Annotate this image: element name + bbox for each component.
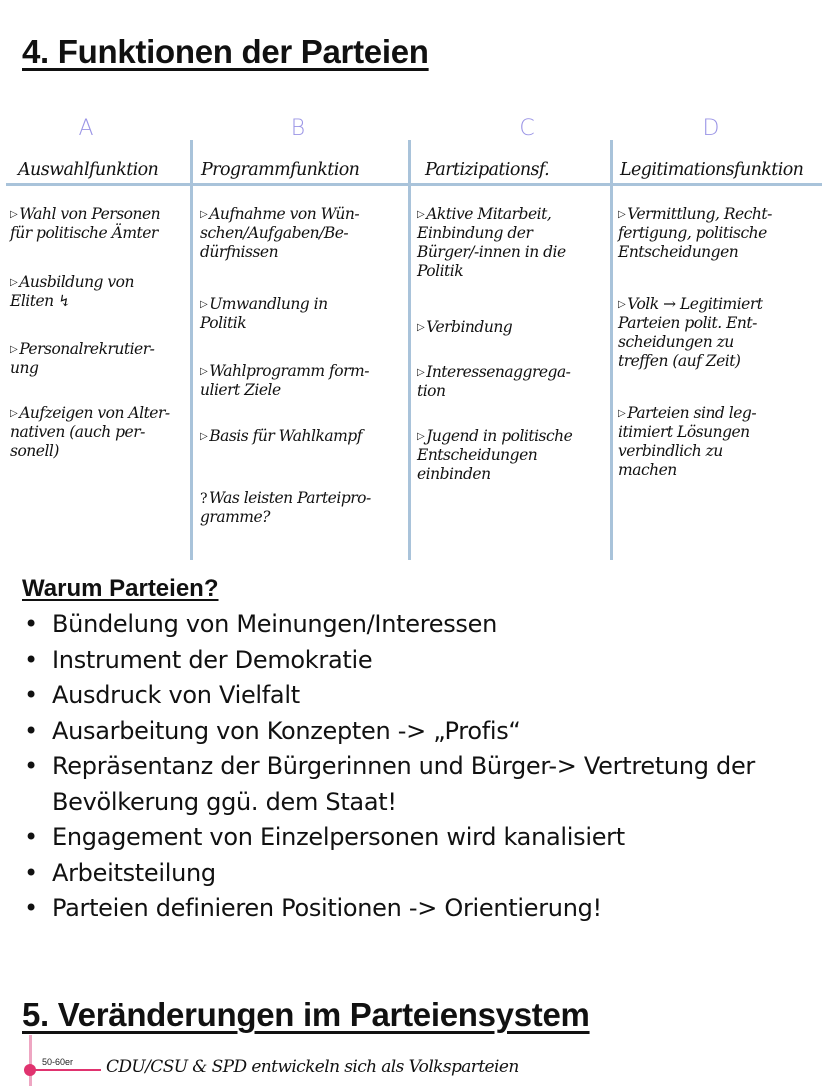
column-heading-programmfunktion: Programmfunktion (201, 160, 360, 180)
question-mark-icon: ? (200, 491, 208, 507)
why-parties-list (22, 607, 822, 927)
triangle-bullet-icon: ▷ (10, 408, 18, 419)
triangle-bullet-icon: ▷ (10, 277, 18, 288)
triangle-bullet-icon: ▷ (618, 408, 626, 419)
list-item: Wahlprogramm form- uliert Ziele (200, 362, 369, 399)
list-item: Vermittlung, Recht- fertigung, politische Entscheidungen (618, 205, 772, 261)
column-heading-partizipationsfunktion: Partizipationsf. (425, 160, 550, 180)
list-item: Umwandlung in Politik (200, 295, 328, 332)
list-item: Interessenaggrega- tion (417, 363, 571, 400)
list-item: Personalrekrutier- ung (10, 340, 155, 377)
list-item: Volk → Legitimiert Parteien polit. Ent- scheidungen zu treffen (auf Zeit) (618, 295, 763, 370)
triangle-bullet-icon: ▷ (10, 209, 18, 220)
triangle-bullet-icon: ▷ (417, 367, 425, 378)
list-item: • Engagement von Einzelpersonen wird kanalisiert (22, 820, 822, 856)
triangle-bullet-icon: ▷ (417, 322, 425, 333)
column-letter-a: A (78, 116, 94, 141)
column-divider-1 (190, 140, 193, 560)
list-item: Ausbildung von Eliten ↯ (10, 273, 134, 310)
triangle-bullet-icon: ▷ (417, 431, 425, 442)
column-heading-legitimationsfunktion: Legitimationsfunktion (620, 160, 804, 180)
list-item: • Parteien definieren Positionen -> Orientierung! (22, 891, 822, 927)
list-item: • Arbeitsteilung (22, 856, 822, 892)
triangle-bullet-icon: ▷ (200, 431, 208, 442)
column-divider-2 (408, 140, 411, 560)
timeline-era-label: 50-60er (42, 1057, 74, 1067)
triangle-bullet-icon: ▷ (200, 209, 208, 220)
list-item: Aufzeigen von Alter- nativen (auch per- sonell) (10, 404, 170, 460)
triangle-bullet-icon: ▷ (200, 366, 208, 377)
column-letter-d: D (702, 116, 720, 141)
list-item: • Bündelung von Meinungen/Interessen (22, 607, 822, 643)
column-letter-c: C (519, 116, 535, 141)
list-item: Basis für Wahlkampf (209, 427, 362, 445)
list-item: Wahl von Personen für politische Ämter (10, 205, 161, 242)
list-item: • Ausdruck von Vielfalt (22, 678, 822, 714)
table-header-divider (6, 183, 822, 186)
list-item: Parteien sind leg- itimiert Lösungen verbindlich zu machen (618, 404, 757, 479)
list-item: Aktive Mitarbeit, Einbindung der Bürger/-innen in die Politik (417, 205, 566, 280)
list-item: Was leisten Parteipro- gramme? (200, 489, 371, 526)
timeline-entry-text: CDU/CSU & SPD entwickeln sich als Volksparteien (106, 1057, 519, 1077)
section-4-title: 4. Funktionen der Parteien (22, 33, 429, 70)
triangle-bullet-icon: ▷ (200, 299, 208, 310)
list-item: • Ausarbeitung von Konzepten -> „Profis“ (22, 714, 822, 750)
section-5-title: 5. Veränderungen im Parteiensystem (22, 996, 590, 1033)
triangle-bullet-icon: ▷ (618, 299, 626, 310)
triangle-bullet-icon: ▷ (417, 209, 425, 220)
list-item: Verbindung (426, 318, 513, 336)
column-letter-b: B (290, 116, 306, 141)
triangle-bullet-icon: ▷ (10, 344, 18, 355)
timeline-line (29, 1035, 32, 1086)
list-item: Jugend in politische Entscheidungen einbinden (417, 427, 573, 483)
list-item: • Repräsentanz der Bürgerinnen und Bürger-> Vertretung der Bevölkerung ggü. dem Staat! (22, 749, 822, 820)
timeline-tick (33, 1069, 101, 1071)
timeline-dot-icon (24, 1064, 36, 1076)
triangle-bullet-icon: ▷ (618, 209, 626, 220)
column-heading-auswahlfunktion: Auswahlfunktion (18, 160, 159, 180)
column-divider-3 (610, 140, 613, 560)
why-parties-heading: Warum Parteien? (22, 575, 219, 602)
list-item: Aufnahme von Wün- schen/Aufgaben/Be- dürfnissen (200, 205, 360, 261)
list-item: • Instrument der Demokratie (22, 643, 822, 679)
